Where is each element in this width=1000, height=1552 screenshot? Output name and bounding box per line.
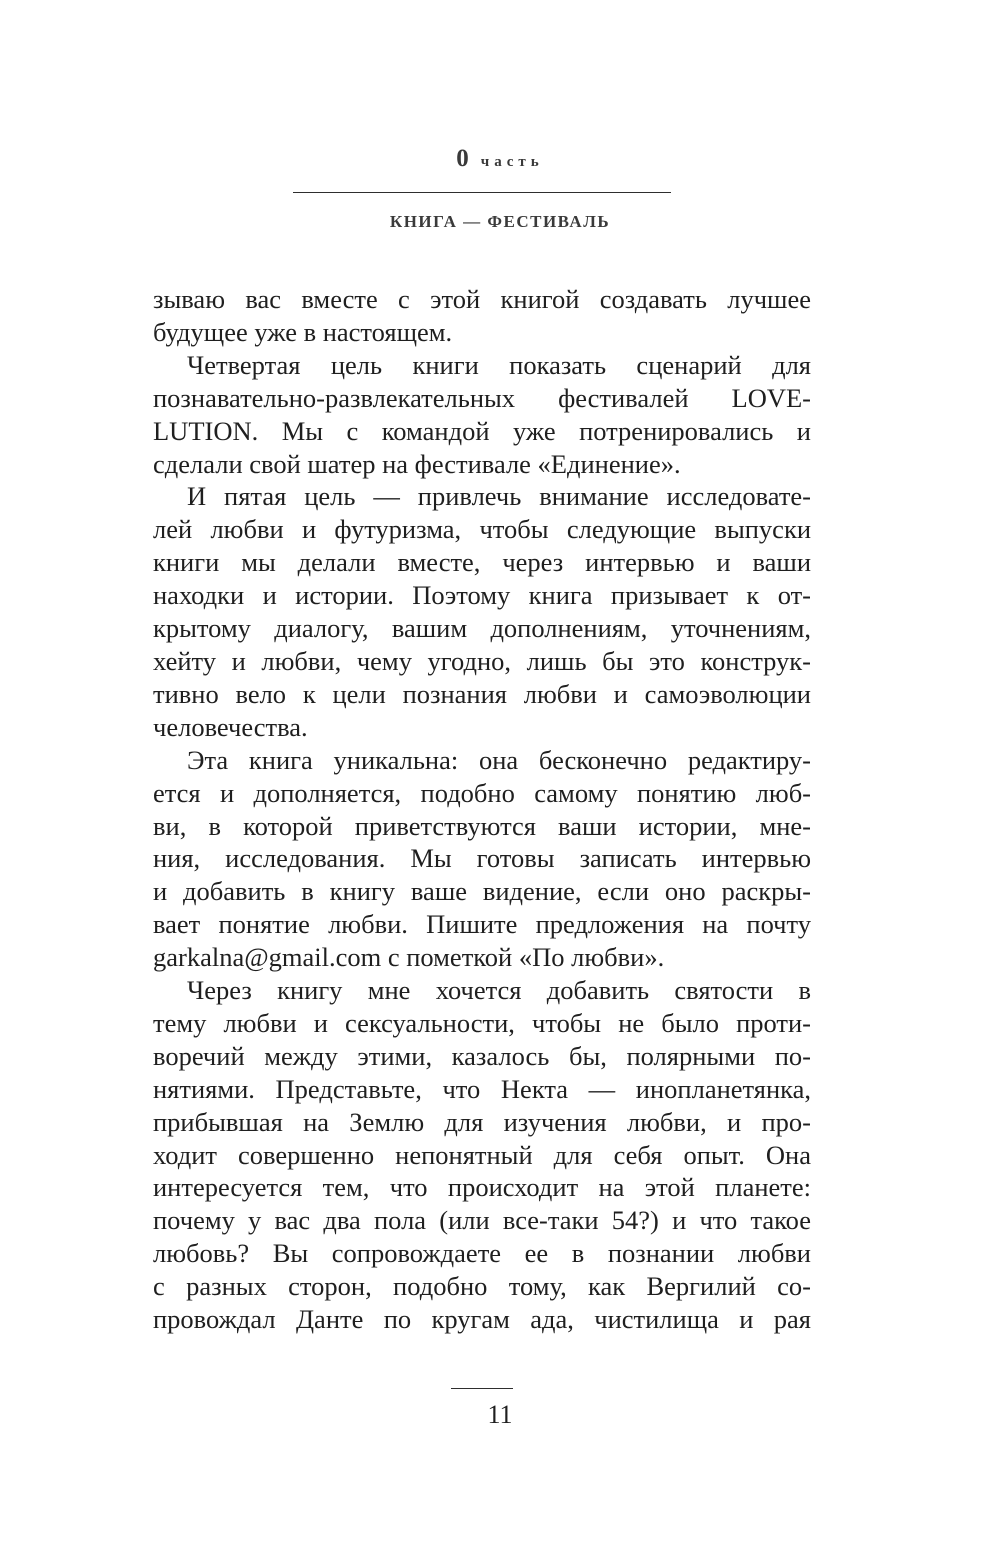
footer-divider [451, 1388, 513, 1389]
part-word: часть [480, 154, 544, 170]
text-line: находки и истории. Поэтому книга призывает к от- [153, 580, 811, 611]
text-line: LUTION. Мы с командой уже потренировались и [153, 415, 811, 446]
text-line: сделали свой шатер на фестивале «Единение». [153, 448, 681, 479]
text-line: нятиями. Представьте, что Некта — инопланетянка, [153, 1073, 811, 1104]
part-label [0, 145, 1000, 173]
text-line: Эта книга уникальна: она бесконечно редактиру- [187, 744, 811, 775]
text-line: любовь? Вы сопровождаете ее в познании любви [153, 1238, 811, 1269]
text-line: ходит совершенно непонятный для себя опыт. Она [153, 1139, 811, 1170]
text-line: прибывшая на Землю для изучения любви, и про- [153, 1106, 811, 1137]
text-line: И пятая цель — привлечь внимание исследовате- [187, 481, 811, 512]
text-line: интересуется тем, что происходит на этой планете: [153, 1172, 811, 1203]
text-line: ви, в которой приветствуются ваши истории, мне- [153, 810, 811, 841]
header-divider [293, 192, 671, 193]
section-title: КНИГА — ФЕСТИВАЛЬ [389, 212, 611, 231]
text-line: и добавить в книгу ваше видение, если оно раскры- [153, 876, 811, 907]
text-line: тивно вело к цели познания любви и самоэволюции [153, 678, 811, 709]
text-line: почему у вас два пола (или все-таки 54?) и что такое [153, 1205, 811, 1236]
text-line: ется и дополняется, подобно самому понятию люб- [153, 777, 811, 808]
running-header [0, 0, 1000, 250]
text-line: хейту и любви, чему угодно, лишь бы это конструк- [153, 645, 811, 676]
text-line: воречий между этими, казалось бы, полярными по- [153, 1040, 811, 1071]
text-line: garkalna@gmail.com с пометкой «По любви». [153, 942, 665, 973]
text-line: познавательно-развлекательных фестивалей LOVE- [153, 382, 811, 413]
text-line: вает понятие любви. Пишите предложения на почту [153, 909, 811, 940]
text-line: будущее уже в настоящем. [153, 316, 453, 347]
text-line: книги мы делали вместе, через интервью и ваши [153, 547, 811, 578]
page-body [153, 283, 811, 1336]
text-line: крытому диалогу, вашим дополнениям, уточнениям, [153, 613, 811, 644]
text-line: ния, исследования. Мы готовы записать интервью [153, 843, 811, 874]
text-line: с разных сторон, подобно тому, как Вергилий со- [153, 1271, 811, 1302]
part-number: 0 [456, 145, 469, 172]
text-line: зываю вас вместе с этой книгой создавать лучшее [153, 284, 811, 314]
text-line: лей любви и футуризма, чтобы следующие выпуски [153, 514, 811, 545]
text-line: провождал Данте по кругам ада, чистилища и рая [153, 1304, 811, 1335]
text-line: человечества. [153, 711, 308, 742]
page-number: 11 [487, 1400, 513, 1429]
text-line: тему любви и сексуальности, чтобы не было проти- [153, 1007, 811, 1038]
text-line: Через книгу мне хочется добавить святости в [187, 975, 811, 1006]
text-line: Четвертая цель книги показать сценарий для [187, 349, 811, 380]
